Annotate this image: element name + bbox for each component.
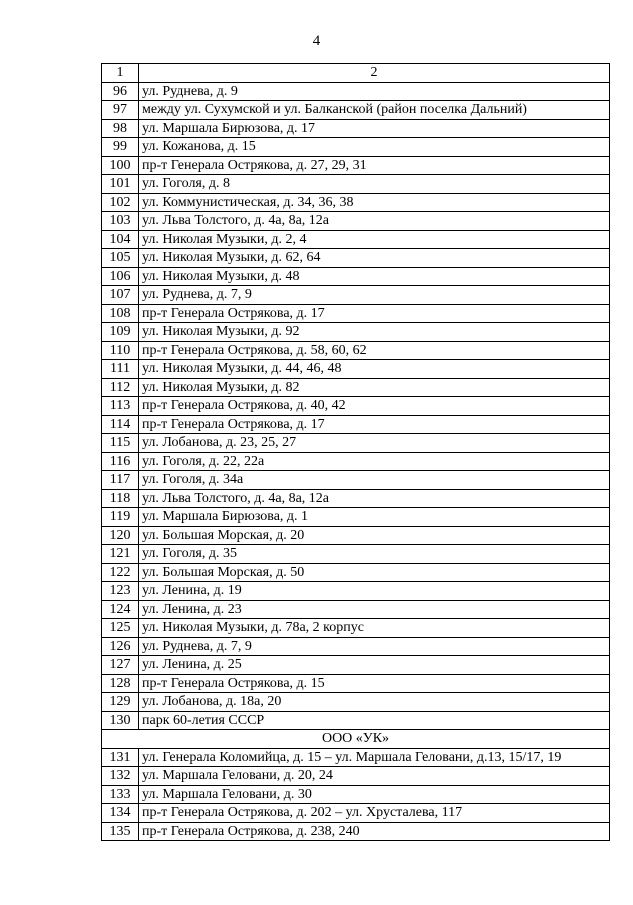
row-number: 100 [102, 156, 139, 175]
table-row [102, 156, 610, 175]
row-address: ул. Маршала Геловани, д. 20, 24 [139, 767, 610, 786]
row-address: ул. Руднева, д. 7, 9 [139, 286, 610, 305]
row-number: 121 [102, 545, 139, 564]
table-row [102, 656, 610, 675]
row-address: ул. Кожанова, д. 15 [139, 138, 610, 157]
row-number: 104 [102, 230, 139, 249]
table-row [102, 674, 610, 693]
row-address: пр-т Генерала Острякова, д. 15 [139, 674, 610, 693]
row-number: 108 [102, 304, 139, 323]
table-row [102, 119, 610, 138]
table-row [102, 822, 610, 841]
table-row [102, 341, 610, 360]
row-address: ул. Гоголя, д. 22, 22а [139, 452, 610, 471]
table-row [102, 101, 610, 120]
row-address: ул. Лобанова, д. 23, 25, 27 [139, 434, 610, 453]
row-number: 129 [102, 693, 139, 712]
row-address: пр-т Генерала Острякова, д. 58, 60, 62 [139, 341, 610, 360]
row-number: 107 [102, 286, 139, 305]
row-number: 134 [102, 804, 139, 823]
row-number: 106 [102, 267, 139, 286]
row-address: ул. Николая Музыки, д. 44, 46, 48 [139, 360, 610, 379]
column-header-number: 1 [102, 64, 139, 83]
page-number: 4 [312, 33, 321, 49]
row-number: 101 [102, 175, 139, 194]
table-row [102, 471, 610, 490]
table-row [102, 267, 610, 286]
table-row [102, 637, 610, 656]
table-row [102, 804, 610, 823]
table-row [102, 323, 610, 342]
row-number: 116 [102, 452, 139, 471]
row-address: ул. Большая Морская, д. 20 [139, 526, 610, 545]
table-row [102, 767, 610, 786]
row-address: ул. Маршала Геловани, д. 30 [139, 785, 610, 804]
table-row [102, 304, 610, 323]
table-row [102, 489, 610, 508]
row-number: 133 [102, 785, 139, 804]
table-row [102, 434, 610, 453]
row-number: 131 [102, 748, 139, 767]
table-row [102, 378, 610, 397]
table-row [102, 415, 610, 434]
table-row [102, 230, 610, 249]
row-number: 124 [102, 600, 139, 619]
row-number: 127 [102, 656, 139, 675]
row-address: пр-т Генерала Острякова, д. 238, 240 [139, 822, 610, 841]
row-address: ул. Льва Толстого, д. 4а, 8а, 12а [139, 212, 610, 231]
row-number: 122 [102, 563, 139, 582]
row-number: 102 [102, 193, 139, 212]
row-address: ул. Маршала Бирюзова, д. 17 [139, 119, 610, 138]
row-address: пр-т Генерала Острякова, д. 17 [139, 304, 610, 323]
row-number: 109 [102, 323, 139, 342]
table-row [102, 545, 610, 564]
table-row [102, 138, 610, 157]
table-row [102, 397, 610, 416]
row-address: ул. Руднева, д. 9 [139, 82, 610, 101]
section-title: ООО «УК» [102, 730, 610, 749]
row-number: 119 [102, 508, 139, 527]
row-address: ул. Николая Музыки, д. 92 [139, 323, 610, 342]
row-address: пр-т Генерала Острякова, д. 202 – ул. Хрусталева, 117 [139, 804, 610, 823]
row-address: ул. Льва Толстого, д. 4а, 8а, 12а [139, 489, 610, 508]
row-address: ул. Ленина, д. 23 [139, 600, 610, 619]
row-address: ул. Ленина, д. 19 [139, 582, 610, 601]
table-row [102, 582, 610, 601]
row-number: 105 [102, 249, 139, 268]
row-number: 98 [102, 119, 139, 138]
row-number: 132 [102, 767, 139, 786]
row-address: ул. Коммунистическая, д. 34, 36, 38 [139, 193, 610, 212]
row-number: 103 [102, 212, 139, 231]
row-number: 96 [102, 82, 139, 101]
row-number: 123 [102, 582, 139, 601]
row-address: ул. Большая Морская, д. 50 [139, 563, 610, 582]
address-table [101, 63, 610, 841]
row-address: пр-т Генерала Острякова, д. 17 [139, 415, 610, 434]
row-number: 99 [102, 138, 139, 157]
row-address: пр-т Генерала Острякова, д. 40, 42 [139, 397, 610, 416]
section-row [102, 730, 610, 749]
row-address: ул. Лобанова, д. 18а, 20 [139, 693, 610, 712]
row-number: 111 [102, 360, 139, 379]
row-address: ул. Николая Музыки, д. 62, 64 [139, 249, 610, 268]
column-header-address: 2 [139, 64, 610, 83]
row-address: между ул. Сухумской и ул. Балканской (район поселка Дальний) [139, 101, 610, 120]
table-row [102, 175, 610, 194]
table-row [102, 360, 610, 379]
row-address: ул. Гоголя, д. 34а [139, 471, 610, 490]
row-address: ул. Руднева, д. 7, 9 [139, 637, 610, 656]
table-row [102, 286, 610, 305]
row-number: 126 [102, 637, 139, 656]
table-row [102, 693, 610, 712]
row-address: ул. Николая Музыки, д. 78а, 2 корпус [139, 619, 610, 638]
table-row [102, 526, 610, 545]
table-row [102, 249, 610, 268]
table-row [102, 748, 610, 767]
row-number: 135 [102, 822, 139, 841]
row-address: ул. Гоголя, д. 35 [139, 545, 610, 564]
row-number: 125 [102, 619, 139, 638]
row-number: 118 [102, 489, 139, 508]
row-address: парк 60-летия СССР [139, 711, 610, 730]
row-address: ул. Николая Музыки, д. 82 [139, 378, 610, 397]
table-row [102, 563, 610, 582]
table-row [102, 82, 610, 101]
table-row [102, 452, 610, 471]
row-address: ул. Маршала Бирюзова, д. 1 [139, 508, 610, 527]
row-address: пр-т Генерала Острякова, д. 27, 29, 31 [139, 156, 610, 175]
row-number: 110 [102, 341, 139, 360]
row-address: ул. Ленина, д. 25 [139, 656, 610, 675]
row-address: ул. Николая Музыки, д. 2, 4 [139, 230, 610, 249]
row-address: ул. Николая Музыки, д. 48 [139, 267, 610, 286]
row-number: 112 [102, 378, 139, 397]
table-row [102, 193, 610, 212]
table-header-row [102, 64, 610, 83]
row-number: 117 [102, 471, 139, 490]
row-address: ул. Гоголя, д. 8 [139, 175, 610, 194]
row-number: 120 [102, 526, 139, 545]
row-number: 115 [102, 434, 139, 453]
row-address: ул. Генерала Коломийца, д. 15 – ул. Маршала Геловани, д.13, 15/17, 19 [139, 748, 610, 767]
row-number: 113 [102, 397, 139, 416]
row-number: 97 [102, 101, 139, 120]
row-number: 114 [102, 415, 139, 434]
row-number: 130 [102, 711, 139, 730]
table-row [102, 212, 610, 231]
table-row [102, 785, 610, 804]
table-row [102, 711, 610, 730]
row-number: 128 [102, 674, 139, 693]
table-row [102, 508, 610, 527]
table-row [102, 600, 610, 619]
table-row [102, 619, 610, 638]
